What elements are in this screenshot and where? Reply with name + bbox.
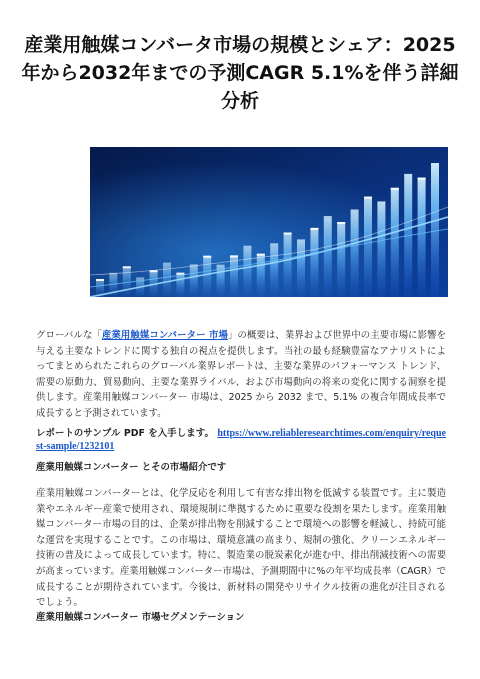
banner-bar-highlight [230, 255, 238, 257]
sample-label: レポートのサンプル PDF を入手します。 [36, 428, 214, 439]
banner-bar [391, 188, 399, 297]
document-title: 産業用触媒コンバータ市場の規模とシェア：2025年から2032年までの予測CAGR 5.1%を伴う詳細分析 [21, 34, 459, 112]
banner-bar [163, 263, 171, 297]
banner-bar [284, 233, 292, 298]
banner-bar-highlight [418, 178, 426, 180]
banner-bar-highlight [337, 222, 345, 224]
banner-bar [243, 246, 251, 297]
banner-bar-highlight [310, 228, 318, 230]
section-paragraph-intro: 産業用触媒コンバーターとは、化学反応を利用して有害な排出物を低減する装置です。主に製造業やエネルギー産業で使用され、環境規制に準拠するために重要な役割を果たします。産業用触媒コンバーター市場の目的は、企業が排出物を削減することで環境への影響を軽減し、持続可能な運営を実現することです。この市場は、環境意識の高まり、規制の強化、クリーンエネルギー技術の普及によって成長しています。特に、製造業の脱炭素化が進む中、排出削減技術への需要が高まっています。産業用触媒コンバーター市場は、予測期間中に%の年平均成長率（CAGR）で成長することが期待されています。今後は、新材料の開発やリサイクル技術の進化が注目されるでしょう。 [36, 488, 446, 609]
banner-bar [418, 178, 426, 297]
banner-bar-highlight [391, 188, 399, 190]
section-heading-intro: 産業用触媒コンバーター とその市場紹介です [36, 462, 227, 473]
banner-bar-highlight [123, 266, 131, 268]
banner-bar [351, 210, 359, 298]
banner-bar [310, 228, 318, 297]
banner-bar-highlight [257, 254, 265, 256]
banner-bar [324, 216, 332, 297]
banner-bar [297, 239, 305, 297]
banner-bar [190, 264, 198, 297]
market-link[interactable]: 産業用触媒コンバーター 市場 [101, 330, 228, 341]
sample-link[interactable]: https://www.reliableresearchtimes.com/enquiry/request-sample/1232101 [36, 428, 446, 452]
banner-bar [364, 197, 372, 297]
intro-prefix: グローバルな「 [36, 330, 102, 341]
banner-bar [257, 254, 265, 297]
banner-bar-highlight [96, 279, 104, 281]
banner-bar [176, 273, 184, 297]
banner-bar [203, 256, 211, 297]
banner-bar-highlight [284, 233, 292, 235]
banner-bar-highlight [364, 197, 372, 199]
sample-request [36, 428, 446, 453]
intro-suffix: 」の概要は、業界および世界中の主要市場に影響を与える主要なトレンドに関する独自の視点を提供します。当社の最も経験豊富なアナリストによってまとめられたこれらのグローバル業界レポートは、主要な業界のパフォーマンス トレンド、需要の原動力、貿易動向、主要な業界ライバル、および市場動向の将来の変化に関する洞察を提供します。産業用触媒コンバーター 市場は、2025 から 2032 まで、5.1% の複合年間成長率で成長すると予測されています。 [36, 330, 447, 419]
banner-bar [337, 222, 345, 297]
banner-bar [377, 201, 385, 297]
banner-bar [431, 163, 439, 297]
intro-paragraph [36, 328, 446, 422]
banner-bar [270, 243, 278, 297]
banner-bar-highlight [203, 256, 211, 258]
banner-image [90, 147, 448, 297]
section-heading-segmentation: 産業用触媒コンバーター 市場セグメンテーション [36, 612, 245, 623]
